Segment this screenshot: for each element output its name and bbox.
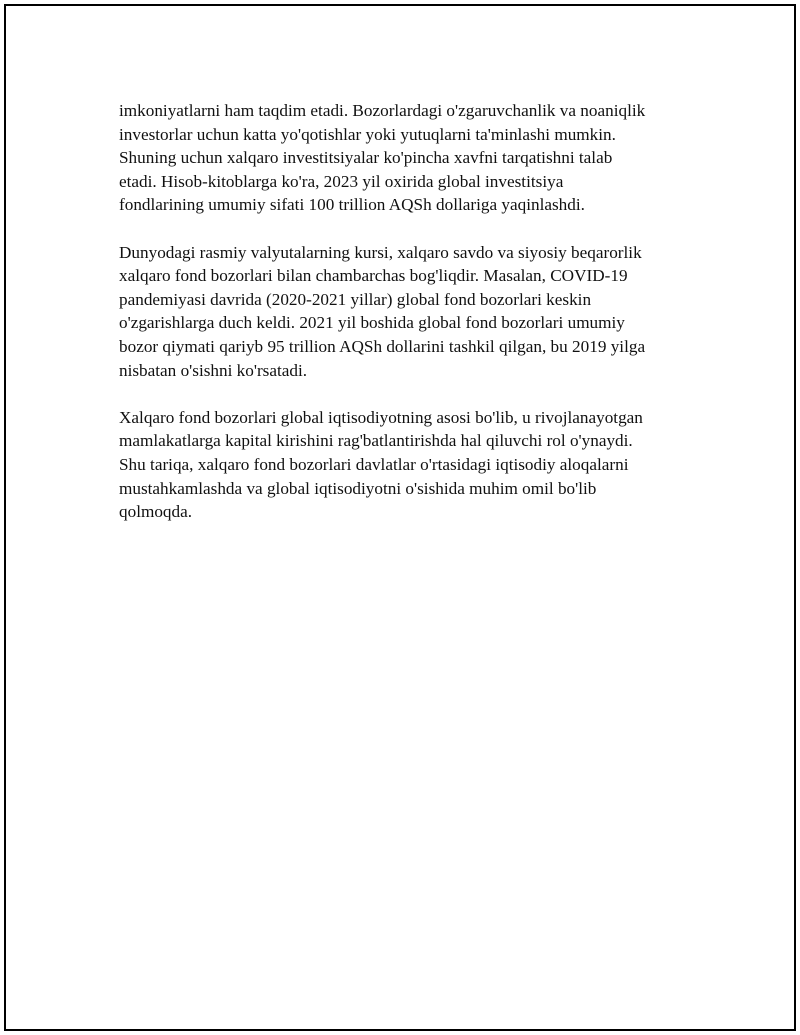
text-line: Dunyodagi rasmiy valyutalarning kursi, xalqaro savdo va siyosiy beqarorlik [119, 242, 642, 262]
paragraph-3 [119, 406, 709, 524]
text-line: mamlakatlarga kapital kirishini rag'batlantirishda hal qiluvchi rol o'ynaydi. [119, 431, 633, 451]
document-page [4, 4, 796, 1031]
text-line: Shu tariqa, xalqaro fond bozorlari davlatlar o'rtasidagi iqtisodiy aloqalarni [119, 454, 629, 474]
text-line: nisbatan o'sishni ko'rsatadi. [119, 360, 308, 380]
text-line: Xalqaro fond bozorlari global iqtisodiyotning asosi bo'lib, u rivojlanayotgan [119, 407, 643, 427]
text-line: xalqaro fond bozorlari bilan chambarchas bog'liqdir. Masalan, COVID-19 [119, 266, 628, 286]
text-line: investorlar uchun katta yo'qotishlar yoki yutuqlarni ta'minlashi mumkin. [119, 124, 616, 144]
text-line: etadi. Hisob-kitoblarga ko'ra, 2023 yil oxirida global investitsiya [119, 171, 564, 191]
paragraph-2 [119, 241, 709, 383]
document-body [119, 99, 709, 547]
paragraph-1 [119, 99, 709, 217]
text-line: o'zgarishlarga duch keldi. 2021 yil boshida global fond bozorlari umumiy [119, 313, 625, 333]
text-line: bozor qiymati qariyb 95 trillion AQSh dollarini tashkil qilgan, bu 2019 yilga [119, 336, 646, 356]
text-line: pandemiyasi davrida (2020-2021 yillar) global fond bozorlari keskin [119, 289, 592, 309]
text-line: Shuning uchun xalqaro investitsiyalar ko'pincha xavfni tarqatishni talab [119, 148, 613, 168]
text-line: fondlarining umumiy sifati 100 trillion AQSh dollariga yaqinlashdi. [119, 195, 585, 215]
text-line: mustahkamlashda va global iqtisodiyotni o'sishida muhim omil bo'lib [119, 478, 597, 498]
text-line: imkoniyatlarni ham taqdim etadi. Bozorlardagi o'zgaruvchanlik va noaniqlik [119, 101, 646, 120]
text-line: qolmoqda. [119, 502, 193, 522]
